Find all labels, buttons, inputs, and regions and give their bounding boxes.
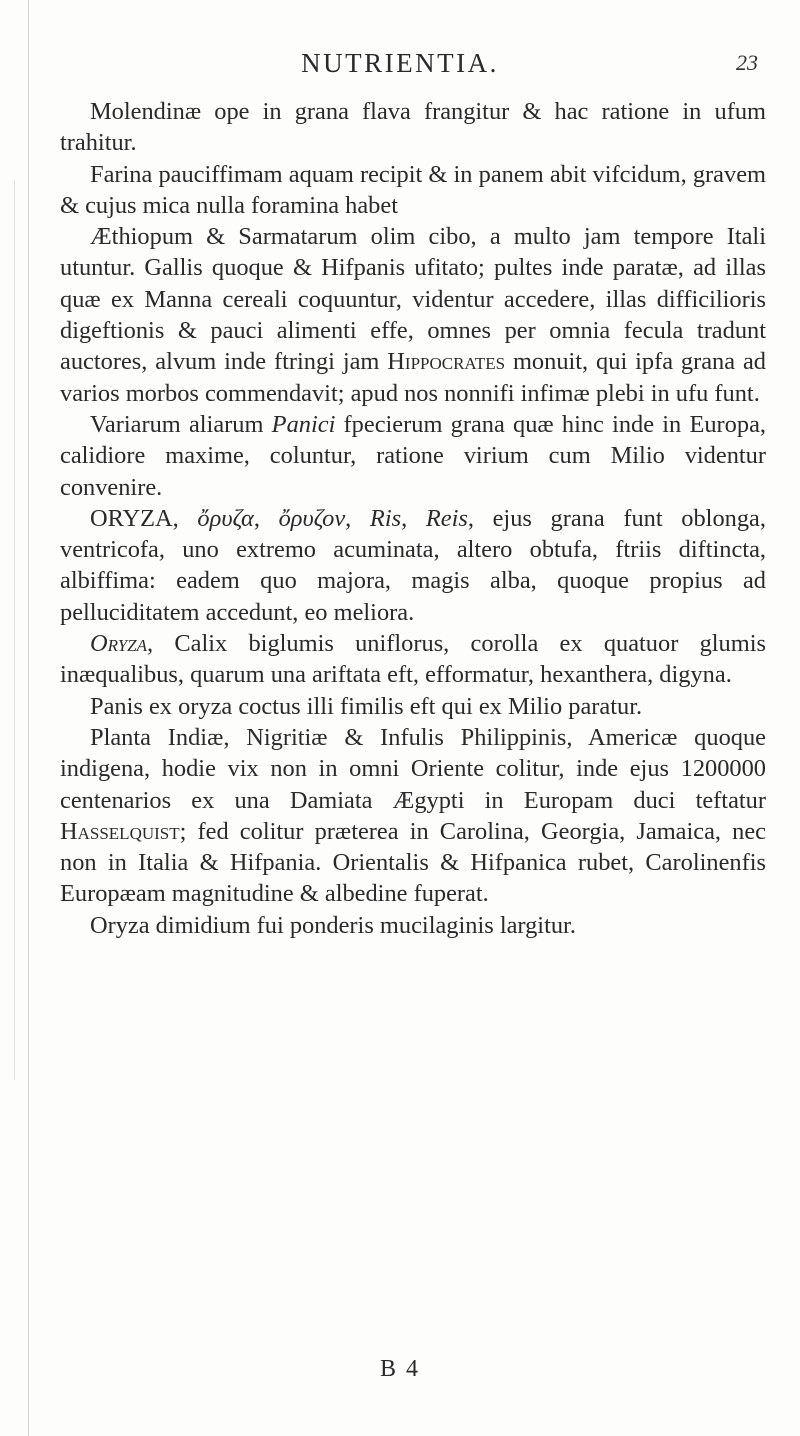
text-segment: Hasselquist xyxy=(60,817,180,845)
text-segment: Farina pauciffimam aquam recipit & in panem abit vifcidum, gravem & cujus mica nulla foramina habet xyxy=(60,160,766,219)
paragraph xyxy=(60,221,766,409)
text-segment: Ris xyxy=(369,504,402,532)
text-segment: Panici xyxy=(271,410,336,438)
text-segment: , xyxy=(345,504,370,532)
paragraph xyxy=(60,691,766,722)
page-edge-shadow-inner xyxy=(14,180,15,1080)
text-segment: Oryza dimidium fui ponderis mucilaginis largitur. xyxy=(90,911,576,939)
text-segment: ORYZA, xyxy=(90,504,198,532)
paragraph xyxy=(60,628,766,691)
text-segment: , xyxy=(253,504,279,532)
text-segment: Æthiopum & Sarmatarum olim cibo, a multo jam tempore Itali utuntur. Gallis quoque & Hifpanis ufitato; pultes inde paratæ, ad illas quæ ex Manna cereali coquuntur, videntur accedere, illas difficilioris digeftionis & pauci alimenti effe, omnes per omnia fecula tradunt auctores, alvum inde ftringi jam xyxy=(60,223,766,376)
text-segment: , xyxy=(401,504,426,532)
paragraph xyxy=(60,722,766,910)
paragraph xyxy=(60,409,766,503)
text-segment: Oryza xyxy=(90,630,147,658)
text-segment: Reis xyxy=(425,504,468,532)
running-title: NUTRIENTIA. xyxy=(301,48,499,78)
text-segment: ὄρυζον xyxy=(278,504,346,532)
text-segment: Hippocrates xyxy=(387,348,506,376)
page-edge-shadow xyxy=(28,0,29,1436)
text-segment: ὄρυζα xyxy=(197,504,254,532)
text-segment: Panis ex oryza coctus illi fimilis eft qui ex Milio paratur. xyxy=(90,692,643,720)
page-number: 23 xyxy=(736,50,758,75)
text-segment: Variarum aliarum xyxy=(90,410,272,438)
signature-mark: B 4 xyxy=(380,1356,421,1382)
paragraph xyxy=(60,503,766,628)
text-segment: monuit, qui ipfa grana ad varios morbos commendavit; apud nos nonnifi infimæ plebi in ufu funt. xyxy=(60,348,766,407)
paragraph xyxy=(60,910,766,941)
paragraph xyxy=(60,96,766,159)
text-segment: ; fed colitur præterea in Carolina, Georgia, Jamaica, nec non in Italia & Hifpania. Orientalis & Hifpanica rubet, Carolinenfis Europæam magnitudine & albedine fuperat. xyxy=(60,817,766,908)
paragraph xyxy=(60,159,766,222)
text-segment: Molendinæ ope in grana flava frangitur & hac ratione in ufum trahitur. xyxy=(60,98,766,157)
text-segment: fpecierum grana quæ hinc inde in Europa, calidiore maxime, coluntur, ratione virium cum Milio videntur convenire. xyxy=(60,410,766,501)
body-text xyxy=(60,96,766,941)
text-segment: Planta Indiæ, Nigritiæ & Infulis Philippinis, Americæ quoque indigena, hodie vix non in omni Oriente colitur, inde ejus 1200000 centenarios ex una Damiata Ægypti in Europam duci teftatur xyxy=(60,723,766,814)
page-header xyxy=(0,48,800,88)
text-segment: , ejus grana funt oblonga, ventricofa, uno extremo acuminata, altero obtufa, ftriis diftincta, albiffima: eadem quo majora, magis alba, quoque propius ad pelluciditatem accedunt, eo meliora. xyxy=(60,504,766,626)
text-segment: , Calix biglumis uniflorus, corolla ex quatuor glumis inæqualibus, quarum una ariftata eft, efformatur, hexanthera, digyna. xyxy=(60,630,766,689)
